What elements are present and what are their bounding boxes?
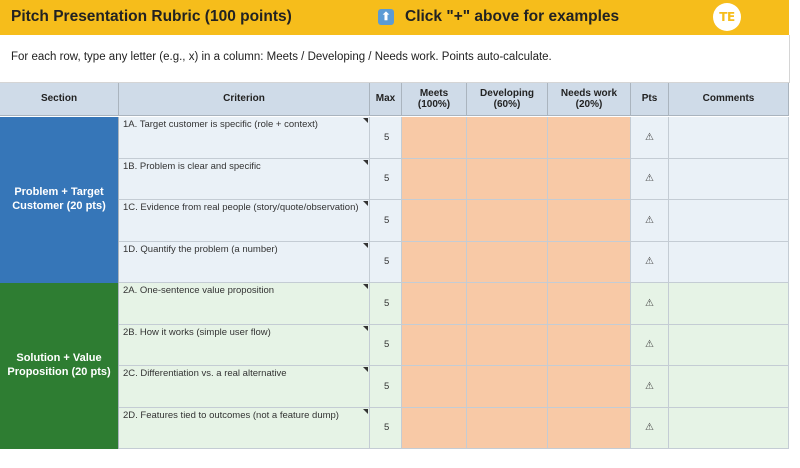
needs-work-cell[interactable]: [548, 117, 631, 159]
header-criterion-label: Criterion: [223, 93, 265, 105]
header-pts: [631, 83, 669, 116]
comments-cell[interactable]: [669, 283, 789, 325]
header-section: [0, 83, 119, 116]
criterion-cell: [119, 366, 370, 408]
comments-cell[interactable]: [669, 200, 789, 242]
developing-cell[interactable]: [467, 366, 548, 408]
developing-cell[interactable]: [467, 159, 548, 201]
instructions-text: For each row, type any letter (e.g., x) in a column: Meets / Developing / Needs work. Points auto-calculate.: [11, 51, 552, 63]
note-indicator-icon[interactable]: [363, 409, 368, 414]
criterion-cell: [119, 159, 370, 201]
criterion-text: 1D. Quantify the problem (a number): [123, 243, 278, 255]
max-points-cell: 5: [370, 159, 402, 201]
needs-work-cell[interactable]: [548, 159, 631, 201]
criterion-text: 1C. Evidence from real people (story/quote/observation): [123, 202, 359, 213]
note-indicator-icon[interactable]: [363, 201, 368, 206]
needs-work-cell[interactable]: [548, 366, 631, 408]
needs-work-cell[interactable]: [548, 200, 631, 242]
header-developing: [467, 83, 548, 116]
points-cell: ⚠: [631, 408, 669, 450]
header-developing-percent: (60%): [493, 99, 521, 110]
panel-edge: [789, 35, 790, 83]
criterion-text: 1A. Target customer is specific (role + context): [123, 119, 318, 130]
header-comments-label: Comments: [702, 93, 755, 105]
header-needs-work-label: Needs work: [560, 87, 618, 99]
points-cell: ⚠: [631, 283, 669, 325]
note-indicator-icon[interactable]: [363, 326, 368, 331]
comments-cell[interactable]: [669, 366, 789, 408]
criterion-cell: [119, 200, 370, 242]
needs-work-cell[interactable]: [548, 325, 631, 367]
page-title: Pitch Presentation Rubric (100 points): [11, 8, 292, 25]
te-logo: TE: [713, 3, 741, 31]
meets-cell[interactable]: [402, 325, 467, 367]
comments-cell[interactable]: [669, 325, 789, 367]
developing-cell[interactable]: [467, 117, 548, 159]
criterion-cell: [119, 283, 370, 325]
header-pts-label: Pts: [641, 93, 658, 105]
meets-cell[interactable]: [402, 200, 467, 242]
header-comments: [669, 83, 789, 116]
points-cell: ⚠: [631, 117, 669, 159]
points-cell: ⚠: [631, 325, 669, 367]
header-meets-label: Meets: [419, 87, 449, 99]
points-cell: ⚠: [631, 200, 669, 242]
header-needs-work: [548, 83, 631, 116]
header-meets: [402, 83, 467, 116]
points-cell: ⚠: [631, 366, 669, 408]
criterion-text: 1B. Problem is clear and specific: [123, 160, 261, 172]
header-developing-label: Developing: [480, 87, 534, 99]
meets-cell[interactable]: [402, 283, 467, 325]
note-indicator-icon[interactable]: [363, 367, 368, 372]
header-needs-work-percent: (20%): [575, 99, 603, 110]
note-indicator-icon[interactable]: [363, 118, 368, 123]
max-points-cell: 5: [370, 408, 402, 450]
developing-cell[interactable]: [467, 283, 548, 325]
examples-hint: Click "+" above for examples: [405, 8, 620, 25]
max-points-cell: 5: [370, 242, 402, 284]
needs-work-cell[interactable]: [548, 408, 631, 450]
criterion-text: 2B. How it works (simple user flow): [123, 326, 271, 338]
header-max: [370, 83, 402, 116]
section-label: Problem + Target Customer (20 pts): [0, 117, 119, 283]
developing-cell[interactable]: [467, 242, 548, 284]
meets-cell[interactable]: [402, 408, 467, 450]
needs-work-cell[interactable]: [548, 283, 631, 325]
criterion-text: 2D. Features tied to outcomes (not a feature dump): [123, 409, 339, 421]
points-cell: ⚠: [631, 159, 669, 201]
needs-work-cell[interactable]: [548, 242, 631, 284]
criterion-cell: [119, 117, 370, 159]
comments-cell[interactable]: [669, 159, 789, 201]
header-section-label: Section: [40, 93, 78, 105]
meets-cell[interactable]: [402, 117, 467, 159]
developing-cell[interactable]: [467, 408, 548, 450]
criterion-text: 2C. Differentiation vs. a real alternative: [123, 368, 287, 379]
max-points-cell: 5: [370, 200, 402, 242]
max-points-cell: 5: [370, 117, 402, 159]
max-points-cell: 5: [370, 325, 402, 367]
title-bar: [0, 0, 789, 35]
header-max-label: Max: [375, 93, 396, 105]
developing-cell[interactable]: [467, 200, 548, 242]
comments-cell[interactable]: [669, 117, 789, 159]
comments-cell[interactable]: [669, 242, 789, 284]
header-meets-percent: (100%): [417, 99, 451, 110]
section-label: Solution + Value Proposition (20 pts): [0, 283, 119, 449]
criterion-cell: [119, 325, 370, 367]
meets-cell[interactable]: [402, 366, 467, 408]
criterion-text: 2A. One-sentence value proposition: [123, 285, 275, 296]
max-points-cell: 5: [370, 283, 402, 325]
points-cell: ⚠: [631, 242, 669, 284]
meets-cell[interactable]: [402, 159, 467, 201]
criterion-cell: [119, 242, 370, 284]
header-criterion: [119, 83, 370, 116]
meets-cell[interactable]: [402, 242, 467, 284]
comments-cell[interactable]: [669, 408, 789, 450]
developing-cell[interactable]: [467, 325, 548, 367]
note-indicator-icon[interactable]: [363, 243, 368, 248]
note-indicator-icon[interactable]: [363, 284, 368, 289]
arrow-up-icon: ⬆: [378, 9, 394, 25]
max-points-cell: 5: [370, 366, 402, 408]
note-indicator-icon[interactable]: [363, 160, 368, 165]
criterion-cell: [119, 408, 370, 450]
